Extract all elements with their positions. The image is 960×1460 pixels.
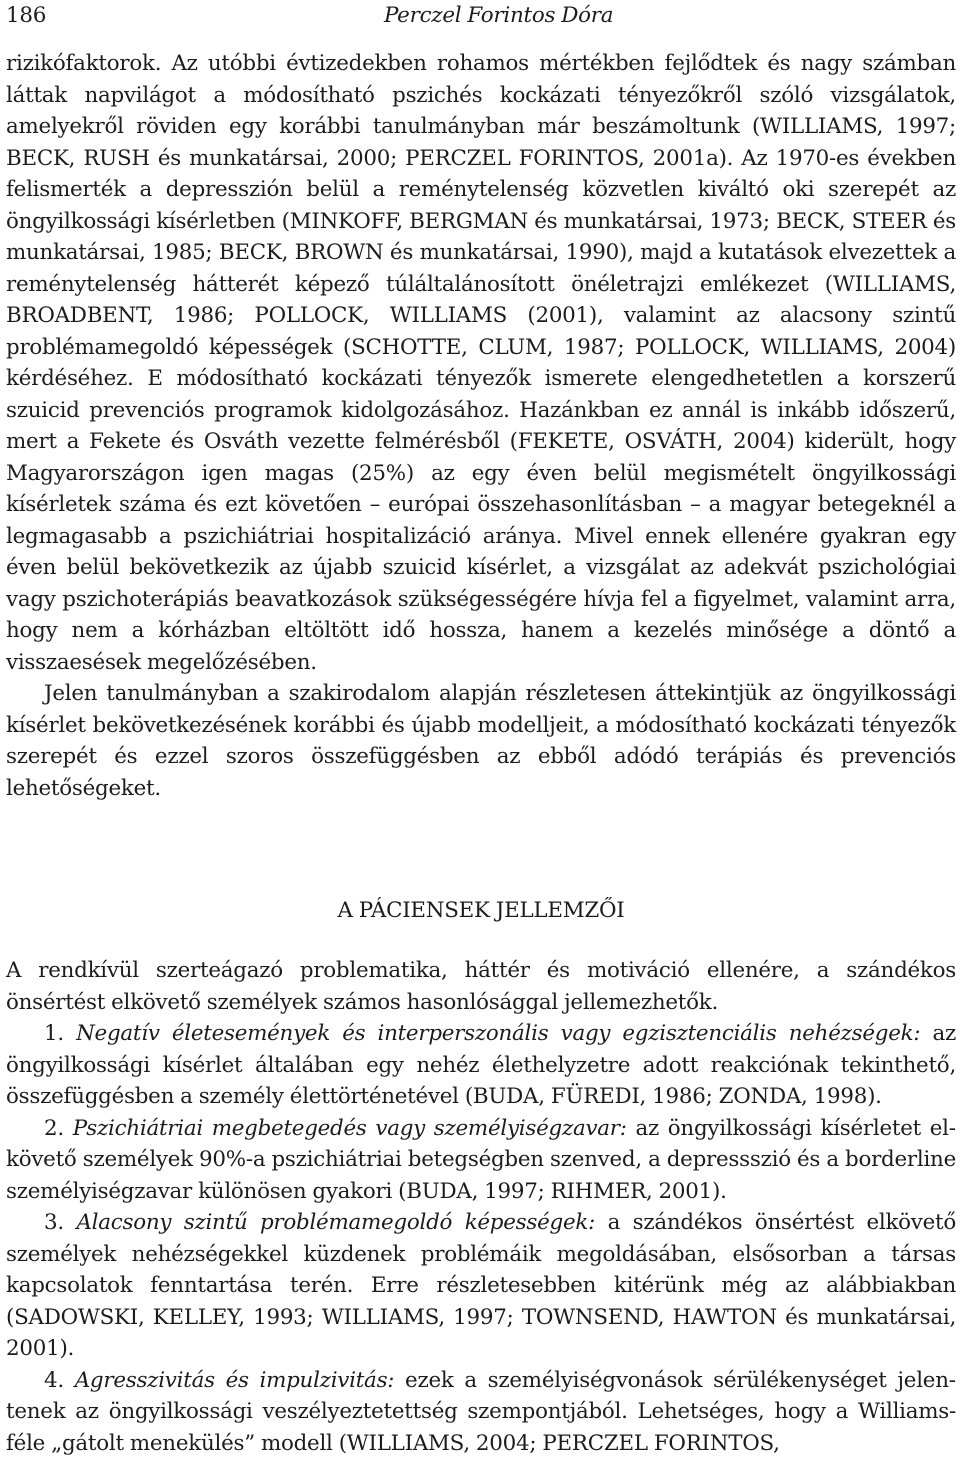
section-body bbox=[6, 955, 956, 1459]
list-item-3-text: a szándékos önsértést elkövető személyek nehézségekkel küzdenek problémáik megoldásában, elsősorban a társas kapcsolatok fenntartása terén. Erre részletesebben kitérünk még az alábbiakban (SADOWSKI, KELLEY, 1993; WILLIAMS, 1997; TOWNSEND, HAWTON és munkatársai, 2001). bbox=[6, 1210, 957, 1361]
list-item-3 bbox=[6, 1207, 956, 1365]
page-number: 186 bbox=[6, 3, 47, 28]
list-item-2-title: Pszichiátriai megbetegedés vagy személyiségzavar: bbox=[72, 1115, 627, 1141]
list-item-3-title: Alacsony szintű problémamegoldó képességek: bbox=[76, 1210, 596, 1235]
list-item-1-text: az öngyilkossági kísérlet általában egy nehéz élethelyzetre adott reakciónak tekinthető, összefüggésben a személy élettörténetével (BUDA, FÜREDI, 1986; ZONDA, 1998). bbox=[6, 1021, 956, 1109]
paragraph-2: Jelen tanulmányban a szakirodalom alapján részletesen áttekintjük az öngyilkossági kísérlet bekövetkezésének korábbi és újabb modelljeit, a módosítható kockázati tényezők szerepét és ezzel szoros összefüggésben az ebből adódó terápiás és prevenciós lehetőségeket. bbox=[6, 681, 956, 801]
body-text bbox=[6, 48, 956, 804]
paragraph-1: rizikófaktorok. Az utóbbi évtizedekben rohamos mértékben fejlődtek és nagy számban láttak napvilágot a módosítható pszichés kockázati tényezőkről szóló vizsgálatok, amelyekről röviden egy korábbi tanulmányban már beszámoltunk (WILLIAMS, 1997; BECK, RUSH és munkatársai, 2000; PERCZEL FORINTOS, 2001a). Az 1970-es években felismerték a depresszión belül a reménytelenség közvetlen kiváltó oki szerepét az öngyilkossági kísérletben (MINKOFF, BERGMAN és munkatársai, 1973; BECK, STEER és munkatársai, 1985; BECK, BROWN és munkatársai, 1990), majd a kutatások elvezettek a reménytelenség hátterét képező túláltalánosított önéletrajzi emlékezet (WILLIAMS, BROADBENT, 1986; POLLOCK, WILLIAMS (2001), valamint az alacsony szintű problémamegoldó képességek (SCHOTTE, CLUM, 1987; POLLOCK, WILLIAMS, 2004) kérdéséhez. E módosítható kockázati tényezők ismerete elengedhetetlen a korszerű szuicid prevenciós programok kidolgozásához. Hazánkban ez annál is inkább időszerű, mert a Fekete és Osváth vezette felmérésből (FEKETE, OSVÁTH, 2004) kiderült, hogy Magyarországon igen magas (25%) az egy éven belül megismételt öngyilkossági kísérletek száma és ezt követően – európai összehasonlításban – a magyar betegeknél a legmagasabb a pszichiátriai hospitalizáció aránya. Mivel ennek ellenére gyakran egy éven belül bekövetkezik az újabb szuicid kísérlet, a vizsgálat az adekvát pszichológiai vagy pszichoterápiás beavatkozások szükségességére hívja fel a figyelmet, valamint arra, hogy nem a kórházban eltöltött idő hossza, hanem a kezelés minősége a döntő a visszaesések megelőzésében. bbox=[6, 51, 956, 675]
list-item-2-number: 2. bbox=[44, 1115, 64, 1141]
list-item-1-number: 1. bbox=[44, 1021, 64, 1046]
list-item-1 bbox=[6, 1018, 956, 1113]
list-item-4-title: Agresszivitás és impulzivitás: bbox=[74, 1367, 395, 1393]
list-item-2-text: az öngyilkossági kísérletet elkövető személyek 90%-a pszichiátriai betegségben szenved, a depressszió és a borderline személyiségzavar különösen gyakori (BUDA, 1997; RIHMER, 2001). bbox=[6, 1115, 956, 1204]
list-item-1-title: Negatív életesemények és interperszonális vagy egzisztenciális nehézségek: bbox=[76, 1021, 921, 1046]
running-head: Perczel Forintos Dóra bbox=[384, 3, 614, 28]
list-item-4 bbox=[6, 1365, 956, 1460]
list-item-3-number: 3. bbox=[44, 1210, 64, 1235]
list-item-4-number: 4. bbox=[44, 1367, 64, 1393]
page-header bbox=[6, 2, 956, 30]
section-heading: A PÁCIENSEK JELLEMZŐI bbox=[337, 898, 625, 923]
list-item-2 bbox=[6, 1113, 956, 1208]
section-intro: A rendkívül szerteágazó problematika, háttér és motiváció ellenére, a szándékos önsértést elkövető személyek számos hasonlósággal jellemezhetők. bbox=[6, 958, 956, 1015]
list-item-4-text: ezek a személyiségvonások sérülékenységet jelentenek az öngyilkossági veszélyeztetettség szempontjából. Lehetséges, hogy a Williams-féle „gátolt menekülés” modell (WILLIAMS, 2004; PERCZEL FORINTOS, bbox=[6, 1367, 956, 1456]
